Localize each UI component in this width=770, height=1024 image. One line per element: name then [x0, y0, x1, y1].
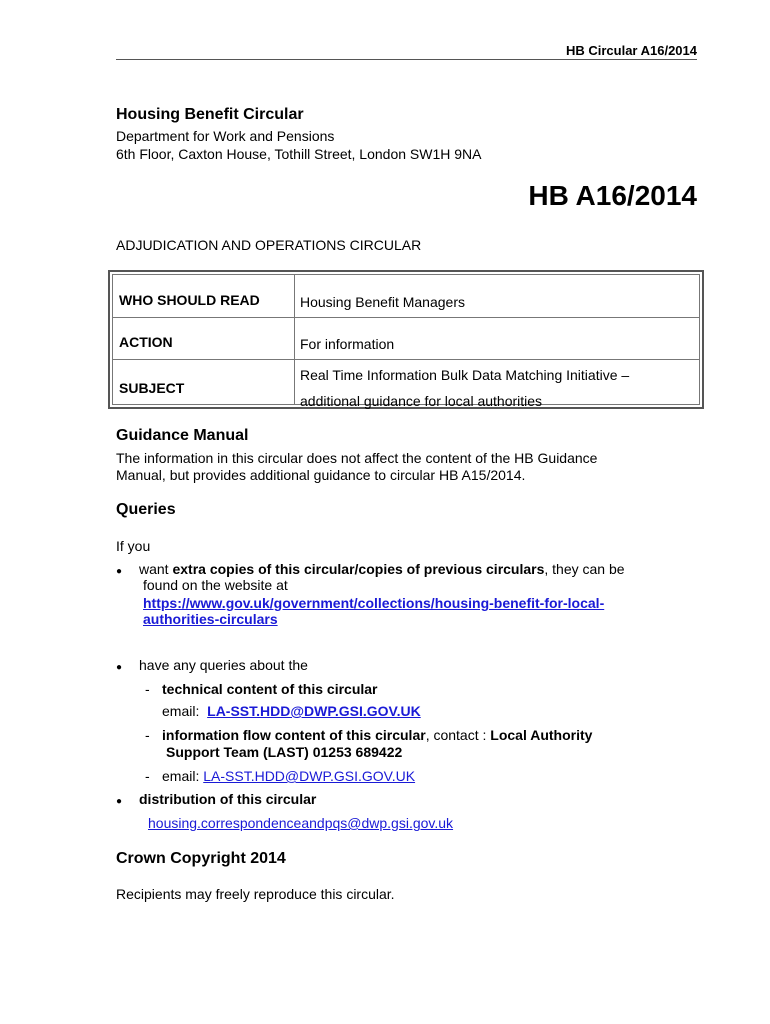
table-value-subject-line2: additional guidance for local authorities [300, 393, 543, 409]
circular-title: Housing Benefit Circular [116, 106, 304, 123]
information-flow-contact: , contact : [425, 727, 491, 743]
circulars-link-line1[interactable]: https://www.gov.uk/government/collections/housing-benefit-for-local- [143, 595, 605, 611]
table-row-divider [113, 359, 699, 360]
technical-email-row [162, 703, 421, 719]
guidance-text-line1: The information in this circular does not affect the content of the HB Guidance [116, 450, 598, 466]
queries-intro: If you [116, 538, 151, 554]
table-label-subject: SUBJECT [119, 380, 185, 396]
info-table [108, 270, 704, 409]
information-flow-team: Local Authority [490, 727, 593, 743]
header-divider [116, 59, 697, 60]
technical-email-label: email: [162, 703, 200, 719]
table-row-divider [113, 317, 699, 318]
bullet1-post: , they can be [544, 561, 625, 577]
circulars-link-line2[interactable]: authorities-circulars [143, 611, 278, 627]
bullet1-line2: found on the website at [143, 577, 288, 593]
bullet1-line1 [139, 561, 625, 577]
bullet-icon: ● [116, 566, 123, 577]
distribution-email-link[interactable]: housing.correspondenceandpqs@dwp.gsi.gov.uk [148, 815, 454, 831]
table-value-subject-line1: Real Time Information Bulk Data Matching Initiative – [300, 367, 630, 383]
table-value-action: For information [300, 336, 395, 352]
header-circular-ref: HB Circular A16/2014 [565, 43, 697, 58]
distribution-label: distribution of this circular [139, 791, 317, 807]
last-email-row [162, 768, 415, 784]
copyright-heading: Crown Copyright 2014 [116, 850, 286, 867]
dash-marker: - [145, 681, 150, 697]
table-label-who-should-read: WHO SHOULD READ [119, 292, 260, 308]
information-flow-line2: Support Team (LAST) 01253 689422 [166, 744, 403, 760]
circular-category: ADJUDICATION AND OPERATIONS CIRCULAR [116, 237, 422, 253]
department-name: Department for Work and Pensions [116, 128, 335, 144]
bullet-icon: ● [116, 662, 123, 673]
last-email-label: email: [162, 768, 204, 784]
guidance-text-line2: Manual, but provides additional guidance to circular HB A15/2014. [116, 467, 526, 483]
last-email-link[interactable]: LA-SST.HDD@DWP.GSI.GOV.UK [203, 768, 416, 784]
information-flow-line1 [162, 727, 592, 743]
bullet-icon: ● [116, 796, 123, 807]
technical-content-label: technical content of this circular [162, 681, 378, 697]
bullet2-text: have any queries about the [139, 657, 308, 673]
guidance-heading: Guidance Manual [116, 427, 249, 444]
circular-code: HB A16/2014 [528, 180, 697, 211]
bullet1-bold: extra copies of this circular/copies of previous circulars [172, 561, 545, 577]
dash-marker: - [145, 768, 150, 784]
bullet1-pre: want [139, 561, 173, 577]
table-label-action: ACTION [119, 334, 173, 350]
technical-email-link[interactable]: LA-SST.HDD@DWP.GSI.GOV.UK [207, 703, 421, 719]
department-address: 6th Floor, Caxton House, Tothill Street, London SW1H 9NA [116, 146, 482, 162]
information-flow-label: information flow content of this circular [162, 727, 426, 743]
table-column-divider [294, 275, 295, 404]
copyright-text: Recipients may freely reproduce this circular. [116, 886, 395, 902]
queries-heading: Queries [116, 501, 176, 518]
dash-marker: - [145, 727, 150, 743]
table-value-who-should-read: Housing Benefit Managers [300, 294, 465, 310]
